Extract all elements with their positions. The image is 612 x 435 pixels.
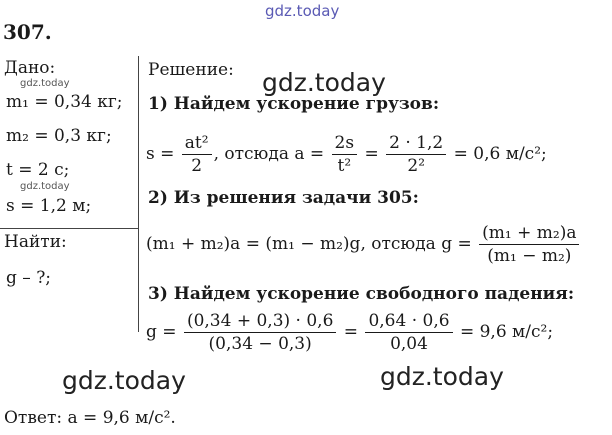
eq2-lhs: (m₁ + m₂)a = (m₁ − m₂)g, отсюда g = <box>146 234 472 254</box>
given-header: Дано: <box>4 58 56 78</box>
answer: Ответ: a = 9,6 м/с². <box>4 408 176 428</box>
eq1-mid: , отсюда a = <box>213 144 325 164</box>
given-m2: m₂ = 0,3 кг; <box>6 126 112 146</box>
step-3: 3) Найдем ускорение свободного падения: <box>148 284 575 304</box>
eq1-lhs: s = <box>146 144 175 164</box>
eq3-result: = 9,6 м/с²; <box>459 322 554 342</box>
given-m1: m₁ = 0,34 кг; <box>6 92 123 112</box>
eq1-result: = 0,6 м/с²; <box>453 144 547 164</box>
watermark-large-2: gdz.today <box>62 366 186 395</box>
divider-horizontal <box>0 228 138 229</box>
eq1-frac-2: $\frac{2s}{\text{t²}}$ <box>332 132 358 177</box>
eq2-frac: $\frac{\text{(m₁ + m₂)a}}{\text{(m₁ − m₂)}}$ <box>479 222 579 267</box>
watermark-top: gdz.today <box>265 2 340 20</box>
watermark-small-2: gdz.today <box>20 181 70 192</box>
equation-2 <box>146 222 581 267</box>
find-item: g – ?; <box>6 268 52 288</box>
given-s: s = 1,2 м; <box>6 196 92 216</box>
solution-header: Решение: <box>148 60 234 80</box>
eq3-frac-2: $\frac{0,64 \cdot 0,6}{0,04}$ <box>365 310 452 355</box>
watermark-small-1: gdz.today <box>20 78 70 89</box>
equation-1 <box>146 132 547 177</box>
watermark-large-1: gdz.today <box>262 68 386 97</box>
eq3-lhs: g = <box>146 322 177 342</box>
problem-number: 307. <box>3 20 52 44</box>
find-header: Найти: <box>4 232 67 252</box>
eq1-eq: = <box>364 144 379 164</box>
divider-vertical <box>138 56 139 332</box>
step-1: 1) Найдем ускорение грузов: <box>148 94 440 114</box>
equation-3 <box>146 310 553 355</box>
eq3-eq: = <box>343 322 359 342</box>
watermark-large-3: gdz.today <box>380 362 504 391</box>
eq1-frac-3: $\frac{2 \cdot 1,2}{\text{2²}}$ <box>386 132 446 177</box>
given-t: t = 2 с; <box>6 160 70 180</box>
eq1-frac-1: $\frac{\text{at²}}{2}$ <box>182 132 212 177</box>
step-2: 2) Из решения задачи 305: <box>148 188 419 208</box>
eq3-frac-1: $\frac{(0,34 + 0,3) \cdot 0,6}{(0,34 - 0,3)}$ <box>184 310 336 355</box>
